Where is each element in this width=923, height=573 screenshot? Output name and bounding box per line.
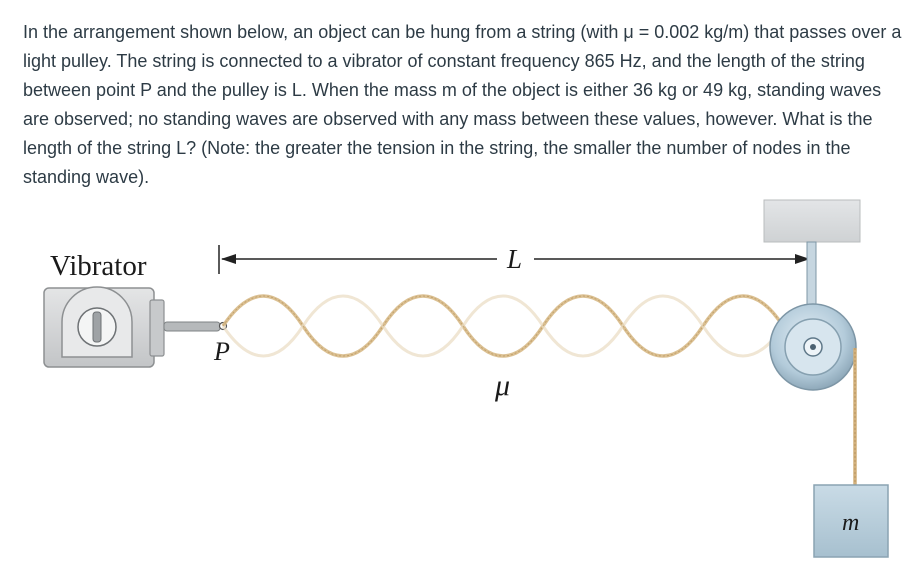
- vibrator-label: Vibrator: [50, 250, 147, 282]
- ceiling-support: [764, 200, 860, 242]
- density-label: μ: [495, 369, 511, 402]
- standing-wave: [223, 296, 816, 356]
- physics-diagram: [0, 190, 923, 573]
- problem-statement: In the arrangement shown below, an object can be hung from a string (with μ = 0.002 kg/m) that passes over a light pulley. The string is connected to a vibrator of constant frequency 865 Hz, and the length of the string between point P and the pulley is L. When the mass m of the object is either 36 kg or 49 kg, standing waves are observed; no standing waves are observed with any mass between these values, however. What is the length of the string L? (Note: the greater the tension in the string, the smaller the number of nodes in the standing wave).: [23, 22, 902, 187]
- pulley-icon: [770, 304, 856, 390]
- length-label: L: [507, 244, 523, 274]
- arrow-left-icon: [221, 254, 236, 264]
- point-p-label: P: [214, 337, 230, 366]
- mass-label: m: [842, 510, 860, 536]
- vibrator-icon: [44, 287, 220, 367]
